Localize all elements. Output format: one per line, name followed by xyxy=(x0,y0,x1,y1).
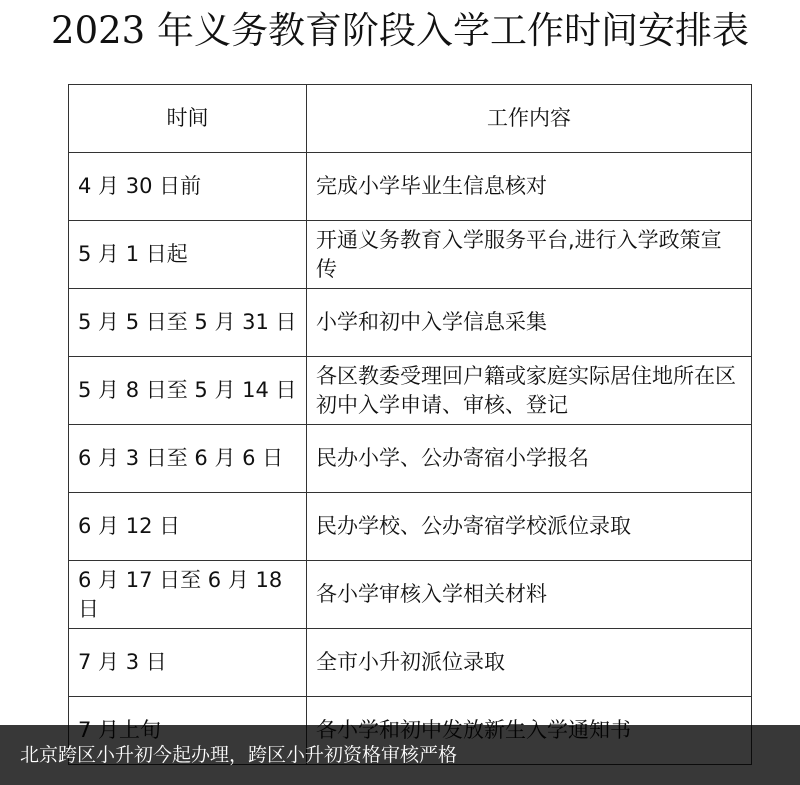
cell-content: 民办小学、公办寄宿小学报名 xyxy=(307,425,752,493)
header-content: 工作内容 xyxy=(307,85,752,153)
schedule-table xyxy=(68,84,752,765)
cell-content: 完成小学毕业生信息核对 xyxy=(307,153,752,221)
caption-text: 北京跨区小升初今起办理，跨区小升初资格审核严格 xyxy=(20,744,458,766)
cell-time: 7 月 3 日 xyxy=(69,629,307,697)
header-time: 时间 xyxy=(69,85,307,153)
cell-time: 5 月 1 日起 xyxy=(69,221,307,289)
caption-overlay xyxy=(0,725,800,785)
cell-time: 6 月 17 日至 6 月 18 日 xyxy=(69,561,307,629)
table-row xyxy=(69,629,752,697)
cell-content: 各区教委受理回户籍或家庭实际居住地所在区初中入学申请、审核、登记 xyxy=(307,357,752,425)
cell-content: 民办学校、公办寄宿学校派位录取 xyxy=(307,493,752,561)
cell-content: 开通义务教育入学服务平台,进行入学政策宣传 xyxy=(307,221,752,289)
table-row xyxy=(69,221,752,289)
cell-time: 4 月 30 日前 xyxy=(69,153,307,221)
cell-time: 5 月 8 日至 5 月 14 日 xyxy=(69,357,307,425)
table-row xyxy=(69,561,752,629)
cell-content: 小学和初中入学信息采集 xyxy=(307,289,752,357)
cell-content: 全市小升初派位录取 xyxy=(307,629,752,697)
cell-time: 6 月 3 日至 6 月 6 日 xyxy=(69,425,307,493)
table-row xyxy=(69,493,752,561)
table-header-row xyxy=(69,85,752,153)
page-title: 2023 年义务教育阶段入学工作时间安排表 xyxy=(51,9,749,52)
cell-time: 6 月 12 日 xyxy=(69,493,307,561)
table-row xyxy=(69,425,752,493)
table-row xyxy=(69,153,752,221)
cell-content: 各小学审核入学相关材料 xyxy=(307,561,752,629)
cell-time: 5 月 5 日至 5 月 31 日 xyxy=(69,289,307,357)
table-row xyxy=(69,357,752,425)
table-row xyxy=(69,289,752,357)
